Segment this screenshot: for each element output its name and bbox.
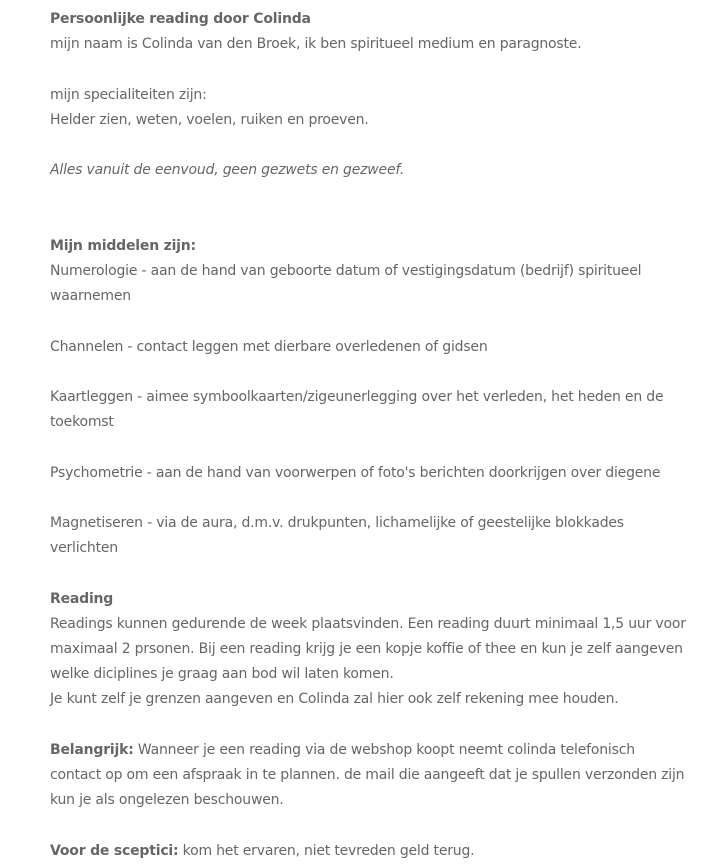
specialties-paragraph <box>50 83 690 133</box>
important-paragraph <box>50 738 690 814</box>
motto-paragraph <box>50 158 690 183</box>
means-item-magnetiseren: Magnetiseren - via de aura, d.m.v. drukpunten, lichamelijke of geestelijke blokkades verlichten <box>50 514 624 557</box>
specialties-list: Helder zien, weten, voelen, ruiken en proeven. <box>50 111 369 128</box>
specialties-label: mijn specialiteiten zijn: <box>50 86 207 103</box>
article-body <box>50 7 690 864</box>
means-item-psychometrie: Psychometrie - aan de hand van voorwerpen of foto's berichten doorkrijgen over diegene <box>50 464 661 481</box>
reading-line-4: Je kunt zelf je grenzen aangeven en Colinda zal hier ook zelf rekening mee houden. <box>50 691 619 708</box>
means-item-kaartleggen: Kaartleggen - aimee symboolkaarten/zigeunerlegging over het verleden, het heden en de toekomst <box>50 388 664 431</box>
sceptics-text: kom het ervaren, niet tevreden geld terug. <box>178 842 475 859</box>
means-item-channelen: Channelen - contact leggen met dierbare overledenen of gidsen <box>50 338 488 355</box>
means-paragraph <box>50 234 690 310</box>
intro-paragraph <box>50 7 690 57</box>
motto-text: Alles vanuit de eenvoud, geen gezwets en gezweef. <box>50 162 405 179</box>
reading-line-1: Readings kunnen gedurende de week plaatsvinden. Een reading duurt minimaal 1,5 uur voor <box>50 615 686 632</box>
reading-line-2: maximaal 2 prsonen. Bij een reading krijg je een kopje koffie of thee en kun je zelf aangeven <box>50 640 683 657</box>
intro-heading: Persoonlijke reading door Colinda <box>50 11 311 27</box>
important-text: Wanneer je een reading via de webshop koopt neemt colinda telefonisch contact op om een afspraak in te plannen. de mail die aangeeft dat je spullen verzonden zijn kun je als ongelezen beschouwen. <box>50 741 685 809</box>
important-label: Belangrijk: <box>50 741 134 758</box>
reading-line-3: welke diciplines je graag aan bod wil laten komen. <box>50 666 394 683</box>
means-heading: Mijn middelen zijn: <box>50 237 196 254</box>
intro-line: mijn naam is Colinda van den Broek, ik ben spiritueel medium en paragnoste. <box>50 36 582 53</box>
reading-heading: Reading <box>50 590 114 607</box>
means-item-numerologie: Numerologie - aan de hand van geboorte datum of vestigingsdatum (bedrijf) spiritueel waarnemen <box>50 262 642 305</box>
sceptics-label: Voor de sceptici: <box>50 842 179 859</box>
reading-paragraph <box>50 587 690 713</box>
sceptics-paragraph <box>50 839 690 864</box>
